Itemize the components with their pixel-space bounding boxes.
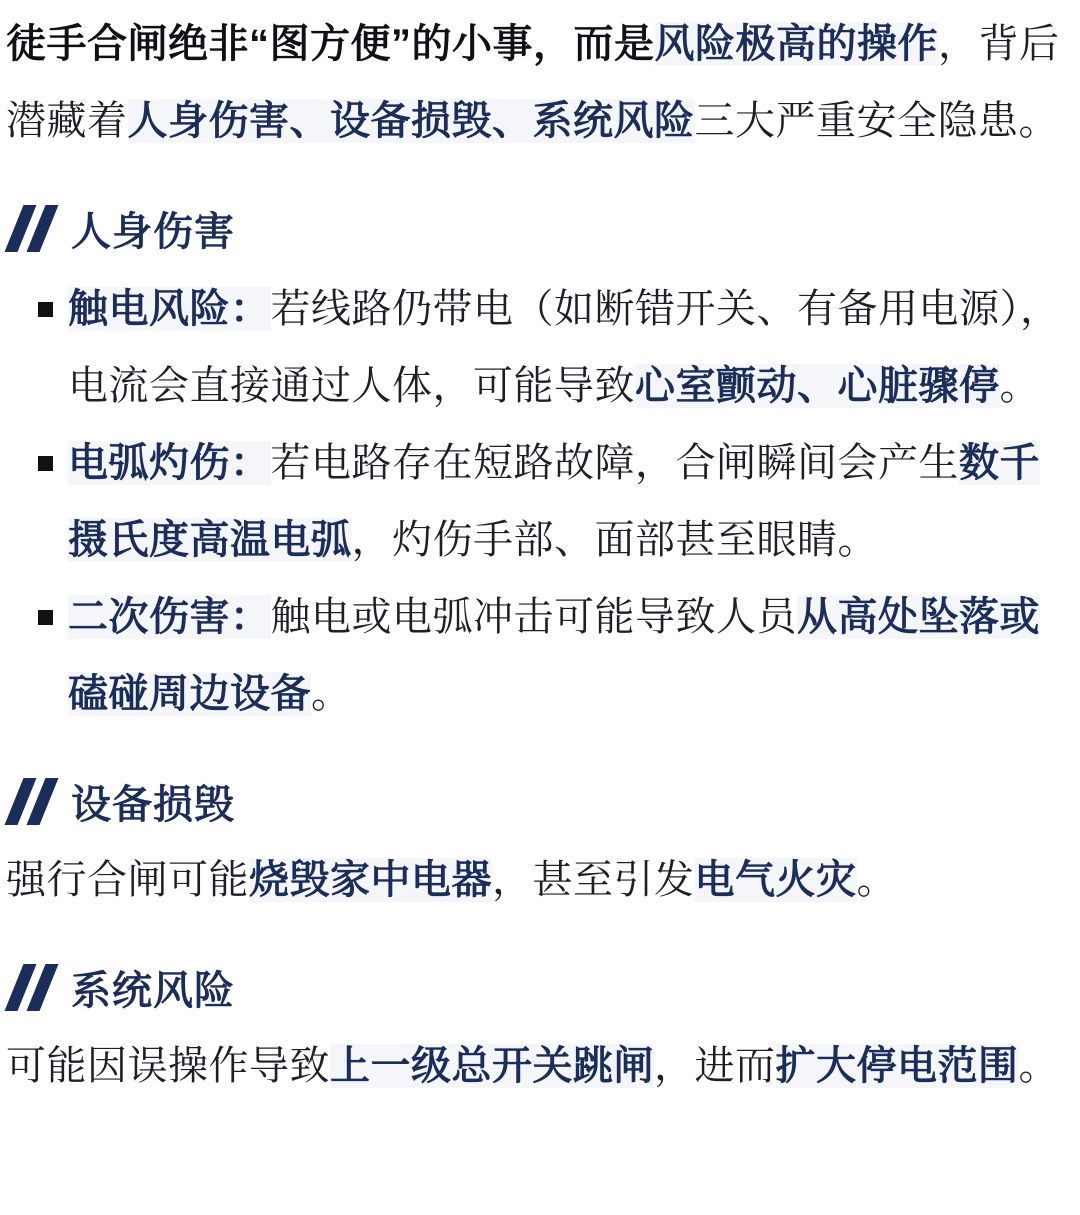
text-segment: 风险极高的操作 — [654, 22, 938, 66]
text-segment: 。 — [311, 672, 352, 716]
section-heading-equipment-damage — [14, 773, 1074, 830]
bullet-square-icon — [38, 456, 53, 471]
text-segment: 人身伤害、设备损毁、系统风险 — [127, 99, 695, 143]
text-segment: 二次伤害： — [68, 595, 271, 639]
bullet-item — [68, 579, 1074, 733]
double-slash-icon — [5, 778, 59, 825]
sections-container — [6, 200, 1074, 1105]
bullet-item — [68, 271, 1074, 425]
bullet-list — [6, 271, 1074, 733]
bullet-item — [68, 425, 1074, 579]
text-segment: 徒手合闸绝非“图方便”的小事，而是 — [6, 22, 655, 66]
section-title: 系统风险 — [71, 969, 235, 1013]
text-segment: ，进而 — [654, 1044, 776, 1088]
text-segment: 上一级总开关跳闸 — [330, 1044, 654, 1088]
section-title: 人身伤害 — [71, 210, 235, 254]
text-segment: 若电路存在短路故障，合闸瞬间会产生 — [270, 441, 959, 485]
double-slash-icon — [5, 205, 59, 252]
text-segment: ，灼伤手部、面部甚至眼睛。 — [351, 518, 878, 562]
bullet-square-icon — [38, 610, 53, 625]
text-segment: 扩大停电范围 — [775, 1044, 1019, 1088]
text-segment: 强行合闸可能 — [6, 858, 249, 902]
double-slash-icon — [5, 964, 59, 1011]
section-paragraph-equipment-damage — [6, 842, 1074, 919]
text-segment: 触电风险： — [68, 287, 271, 331]
section-heading-personal-injury — [14, 200, 1074, 257]
text-segment: 可能因误操作导致 — [6, 1044, 330, 1088]
bullet-square-icon — [38, 302, 53, 317]
text-segment: 。 — [1018, 1044, 1059, 1088]
section-paragraph-system-risk — [6, 1028, 1074, 1105]
text-segment: 电弧灼伤： — [68, 441, 271, 485]
text-segment: 电气火灾 — [694, 858, 857, 902]
text-segment: 心室颤动、心脏骤停 — [635, 364, 1000, 408]
text-segment: 。 — [999, 364, 1040, 408]
intro-paragraph — [6, 6, 1074, 160]
text-segment: 。 — [856, 858, 897, 902]
text-segment: ，背后潜藏着 — [6, 22, 1060, 143]
text-segment: 数千摄氏度高温电弧 — [68, 441, 1040, 562]
text-segment: 从高处坠落或磕碰周边设备 — [68, 595, 1040, 716]
text-segment: 烧毁家中电器 — [249, 858, 492, 902]
section-heading-system-risk — [14, 959, 1074, 1016]
text-segment: ，甚至引发 — [492, 858, 695, 902]
text-segment: 若线路仍带电（如断错开关、有备用电源），电流会直接通过人体，可能导致 — [68, 287, 1061, 408]
section-title: 设备损毁 — [71, 783, 235, 827]
text-segment: 触电或电弧冲击可能导致人员 — [270, 595, 797, 639]
text-segment: 三大严重安全隐患。 — [694, 99, 1059, 143]
